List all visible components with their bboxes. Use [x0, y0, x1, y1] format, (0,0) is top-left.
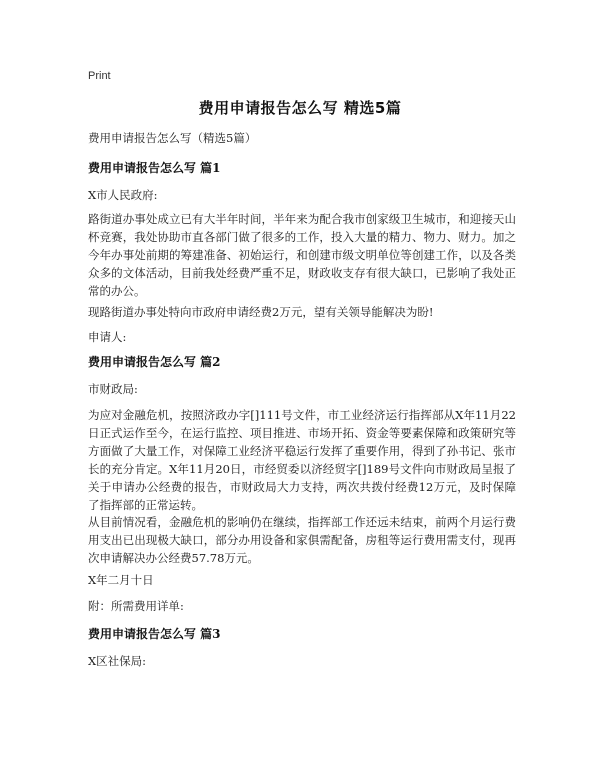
section-3-heading: 费用申请报告怎么写 篇3 — [88, 627, 221, 641]
section-1-paragraph-2: 现路街道办事处特向市政府申请经费2万元，望有关领导能解决为盼! — [88, 305, 434, 319]
section-1-heading: 费用申请报告怎么写 篇1 — [88, 161, 221, 175]
section-2-heading: 费用申请报告怎么写 篇2 — [88, 355, 221, 369]
section-2-paragraph-1: 为应对金融危机，按照济政办字[]111号文件，市工业经济运行指挥部从X年11月22日正式运作至今，在运行监控、项目推进、市场开拓、资金等要素保障和政策研究等方面做了大量工作，对保障工业经济平稳运行发挥了重要作用，得到了孙书记、张市长的充分肯定。X年11月20日，市经贸委以济经贸字[]189号文件向市财政局呈报了关于申请办公经费的报告，市财政局大力支持，两次共拨付经费12万元，及时保障了指挥部的正常运转。 — [88, 408, 516, 512]
page-title: 费用申请报告怎么写 精选5篇 — [198, 99, 402, 117]
section-1-salutation: X市人民政府: — [88, 188, 158, 202]
section-2-paragraph-2: 从目前情况看，金融危机的影响仍在继续，指挥部工作还远未结束，前两个月运行费用支出已出现极大缺口，部分办用设备和家俱需配备，房租等运行费用需支付，现再次申请解决办公经费57.78万元。 — [88, 515, 516, 565]
section-2-date: X年二月十日 — [88, 573, 154, 587]
section-2-salutation: 市财政局: — [88, 382, 138, 396]
section-1-paragraph-1: 路街道办事处成立已有大半年时间，半年来为配合我市创家级卫生城市，和迎接天山杯竞赛，我处协助市直各部门做了很多的工作，投入大量的精力、物力、财力。加之今年办事处前期的筹建准备、初始运行，和创建市级文明单位等创建工作，以及各类众多的文体活动，目前我处经费严重不足，财政收支存有很大缺口，已影响了我处正常的办公。 — [88, 212, 516, 298]
section-3-salutation: X区社保局: — [88, 654, 147, 668]
print-link[interactable]: Print — [88, 70, 111, 82]
section-2-attachment: 附：所需费用详单: — [88, 599, 184, 613]
section-1-signature: 申请人: — [88, 330, 127, 344]
subtitle: 费用申请报告怎么写（精选5篇） — [88, 131, 257, 145]
